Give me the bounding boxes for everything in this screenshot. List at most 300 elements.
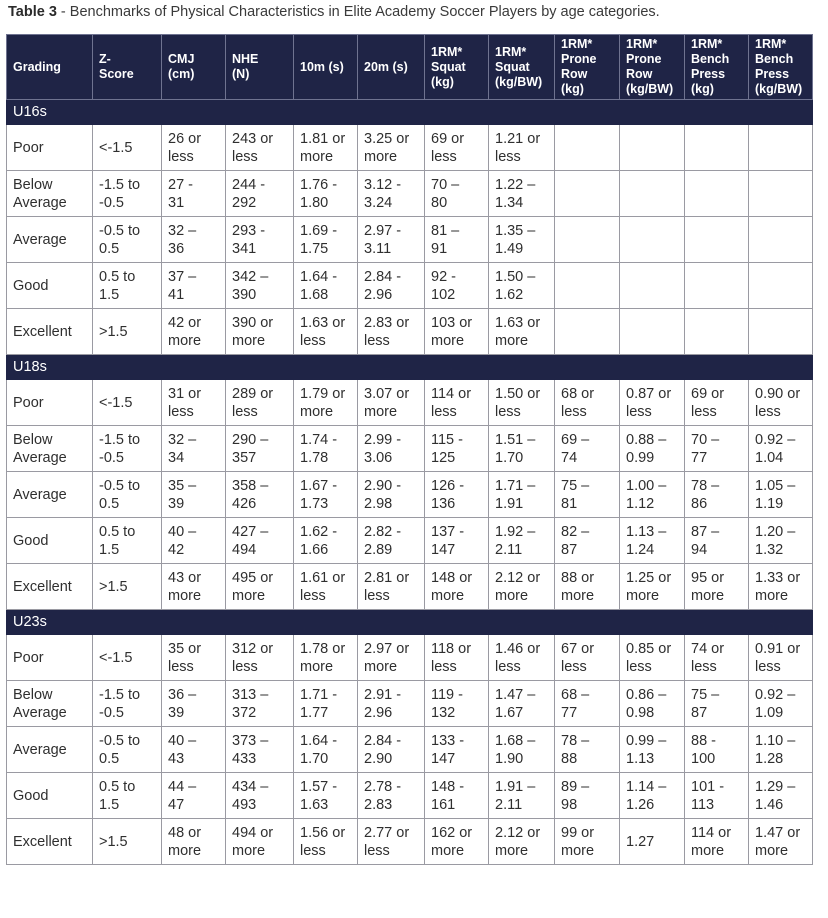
- column-header: [226, 35, 294, 100]
- grading-cell: [7, 635, 93, 681]
- column-header-line: Prone: [626, 52, 662, 66]
- cell-line: 1.46: [755, 796, 784, 813]
- grading-cell: [7, 564, 93, 610]
- cell-line: more: [364, 658, 398, 675]
- cell-line: more: [232, 332, 266, 349]
- cell-line: 132: [431, 704, 456, 721]
- cell-line: 426: [232, 495, 257, 512]
- table-row: [7, 518, 813, 564]
- table-cell: [685, 380, 749, 426]
- cell-line: 494: [232, 541, 257, 558]
- column-header: [749, 35, 813, 100]
- cell-line: Average: [13, 486, 67, 503]
- grading-cell: [7, 171, 93, 217]
- table-cell: [555, 518, 620, 564]
- cell-line: 40 –: [168, 523, 197, 540]
- cell-line: 137 -: [431, 523, 465, 540]
- cell-line: 100: [691, 750, 716, 767]
- cell-line: -1.5 to: [99, 431, 141, 448]
- cell-line: less: [364, 587, 390, 604]
- cell-line: 2.96: [364, 286, 393, 303]
- column-header-line: (kg/BW): [755, 82, 803, 96]
- cell-line: 1.09: [755, 704, 784, 721]
- cell-line: less: [755, 403, 781, 420]
- cell-line: less: [431, 658, 457, 675]
- cell-line: 77: [691, 449, 708, 466]
- table-cell: [620, 819, 685, 865]
- cell-line: 1.51 –: [495, 431, 536, 448]
- table-cell: [489, 819, 555, 865]
- age-group-row: [7, 610, 813, 635]
- column-header-line: 1RM*: [691, 37, 723, 51]
- table-cell: [620, 727, 685, 773]
- table-cell: [162, 309, 226, 355]
- cell-line: less: [495, 403, 521, 420]
- cell-line: more: [495, 332, 529, 349]
- cell-line: 98: [561, 796, 578, 813]
- cell-line: 244 -: [232, 176, 266, 193]
- age-group-label: U16s: [7, 100, 813, 125]
- cell-line: 42 or: [168, 314, 202, 331]
- cell-line: 148 -: [431, 778, 465, 795]
- table-cell: [226, 681, 294, 727]
- table-cell: [425, 635, 489, 681]
- cell-line: 2.89: [364, 541, 393, 558]
- cell-line: 40 –: [168, 732, 197, 749]
- cell-line: 1.00 –: [626, 477, 667, 494]
- column-header-line: Grading: [13, 59, 61, 74]
- table-cell: [294, 263, 358, 309]
- cell-line: 1.74 -: [300, 431, 338, 448]
- table-cell: [226, 472, 294, 518]
- table-cell: [226, 518, 294, 564]
- cell-line: less: [626, 403, 652, 420]
- table-cell: [93, 518, 162, 564]
- table-cell: [620, 681, 685, 727]
- cell-line: 1.67: [495, 704, 524, 721]
- cell-line: 1.62: [495, 286, 524, 303]
- cell-line: Good: [13, 277, 49, 294]
- table-cell: [425, 773, 489, 819]
- cell-line: Average: [13, 704, 67, 721]
- cell-line: 88 -: [691, 732, 716, 749]
- cell-line: more: [755, 587, 789, 604]
- cell-line: 1.50 or: [495, 385, 541, 402]
- cell-line: 433: [232, 750, 257, 767]
- cell-line: 1.71 –: [495, 477, 536, 494]
- table-row: [7, 773, 813, 819]
- cell-line: 39: [168, 495, 185, 512]
- cell-line: 95 or: [691, 569, 725, 586]
- table-cell: [555, 217, 620, 263]
- table-cell: [294, 681, 358, 727]
- cell-line: 1.22 –: [495, 176, 536, 193]
- table-row: [7, 125, 813, 171]
- cell-line: 434 –: [232, 778, 269, 795]
- cell-line: more: [691, 842, 725, 859]
- table-cell: [425, 125, 489, 171]
- cell-line: 2.98: [364, 495, 393, 512]
- table-cell: [425, 727, 489, 773]
- cell-line: 1.73: [300, 495, 329, 512]
- cell-line: 75 –: [561, 477, 590, 494]
- cell-line: 77: [561, 704, 578, 721]
- table-cell: [226, 380, 294, 426]
- table-cell: [226, 819, 294, 865]
- cell-line: 1.21 or: [495, 130, 541, 147]
- header-row: [7, 35, 813, 100]
- column-header: [685, 35, 749, 100]
- table-row: [7, 171, 813, 217]
- cell-line: 0.5: [99, 750, 120, 767]
- cell-line: 1.70: [300, 750, 329, 767]
- cell-line: 1.80: [300, 194, 329, 211]
- cell-line: >1.5: [99, 323, 128, 340]
- table-cell: [162, 263, 226, 309]
- cell-line: more: [232, 587, 266, 604]
- cell-line: 125: [431, 449, 456, 466]
- cell-line: 2.83 or: [364, 314, 410, 331]
- cell-line: -0.5: [99, 704, 124, 721]
- cell-line: less: [300, 332, 326, 349]
- cell-line: 313 –: [232, 686, 269, 703]
- table-cell: [226, 309, 294, 355]
- column-header-line: Prone: [561, 52, 597, 66]
- table-cell: [358, 819, 425, 865]
- cell-line: 1.64 -: [300, 732, 338, 749]
- table-cell: [162, 426, 226, 472]
- cell-line: less: [495, 658, 521, 675]
- column-header-line: NHE: [232, 52, 259, 66]
- table-cell: [555, 681, 620, 727]
- cell-line: 0.99 –: [626, 732, 667, 749]
- cell-line: 147: [431, 750, 456, 767]
- table-cell: [358, 426, 425, 472]
- table-cell: [489, 171, 555, 217]
- column-header-line: (cm): [168, 67, 195, 81]
- table-cell: [489, 727, 555, 773]
- cell-line: 69 or: [431, 130, 465, 147]
- cell-line: 1.19: [755, 495, 784, 512]
- table-cell: [685, 773, 749, 819]
- column-header: [489, 35, 555, 100]
- cell-line: 2.84 -: [364, 268, 402, 285]
- table-cell: [685, 564, 749, 610]
- cell-line: 86: [691, 495, 708, 512]
- table-cell: [93, 635, 162, 681]
- cell-line: 1.5: [99, 541, 120, 558]
- grading-cell: [7, 819, 93, 865]
- column-header: [162, 35, 226, 100]
- table-cell: [425, 472, 489, 518]
- cell-line: 89 –: [561, 778, 590, 795]
- age-group-row: [7, 100, 813, 125]
- table-row: [7, 727, 813, 773]
- table-row: [7, 635, 813, 681]
- cell-line: 2.90 -: [364, 477, 402, 494]
- table-cell: [749, 309, 813, 355]
- table-cell: [620, 635, 685, 681]
- cell-line: 162 or: [431, 824, 473, 841]
- table-cell: [294, 773, 358, 819]
- table-cell: [358, 380, 425, 426]
- cell-line: 88: [561, 750, 578, 767]
- cell-line: 118 or: [431, 640, 472, 657]
- column-header-line: Squat: [495, 59, 530, 74]
- cell-line: 292: [232, 194, 257, 211]
- table-cell: [93, 309, 162, 355]
- cell-line: less: [691, 403, 717, 420]
- cell-line: 87 –: [691, 523, 720, 540]
- cell-line: 80: [431, 194, 448, 211]
- column-header-line: Squat: [431, 59, 466, 74]
- table-row: [7, 217, 813, 263]
- table-cell: [685, 681, 749, 727]
- column-header-line: Bench: [755, 52, 794, 66]
- cell-line: 1.13: [626, 750, 655, 767]
- cell-line: 1.77: [300, 704, 329, 721]
- table-cell: [749, 426, 813, 472]
- cell-line: 43 or: [168, 569, 202, 586]
- cell-line: Poor: [13, 649, 44, 666]
- table-cell: [93, 773, 162, 819]
- table-cell: [620, 125, 685, 171]
- cell-line: 427 –: [232, 523, 269, 540]
- cell-line: 358 –: [232, 477, 269, 494]
- table-cell: [93, 263, 162, 309]
- table-cell: [749, 564, 813, 610]
- table-cell: [294, 564, 358, 610]
- cell-line: 44 –: [168, 778, 197, 795]
- table-cell: [749, 773, 813, 819]
- table-cell: [294, 125, 358, 171]
- cell-line: 37 –: [168, 268, 197, 285]
- cell-line: 3.07 or: [364, 385, 410, 402]
- cell-line: 67 or: [561, 640, 595, 657]
- cell-line: less: [431, 148, 457, 165]
- table-row: [7, 681, 813, 727]
- grading-cell: [7, 380, 93, 426]
- table-row: [7, 819, 813, 865]
- cell-line: 161: [431, 796, 456, 813]
- cell-line: 42: [168, 541, 185, 558]
- cell-line: 2.97 or: [364, 640, 410, 657]
- cell-line: 1.04: [755, 449, 784, 466]
- cell-line: 1.71 -: [300, 686, 338, 703]
- table-cell: [294, 309, 358, 355]
- cell-line: 0.90 or: [755, 385, 801, 402]
- cell-line: 74: [561, 449, 578, 466]
- table-cell: [358, 309, 425, 355]
- cell-line: 2.84 -: [364, 732, 402, 749]
- table-row: [7, 263, 813, 309]
- cell-line: 0.85 or: [626, 640, 672, 657]
- table-cell: [93, 564, 162, 610]
- table-cell: [425, 681, 489, 727]
- cell-line: 31 or: [168, 385, 202, 402]
- table-cell: [620, 518, 685, 564]
- cell-line: 47: [168, 796, 185, 813]
- cell-line: 1.75: [300, 240, 329, 257]
- cell-line: Excellent: [13, 833, 72, 850]
- table-cell: [226, 217, 294, 263]
- table-cell: [749, 518, 813, 564]
- grading-cell: [7, 727, 93, 773]
- table-cell: [93, 819, 162, 865]
- age-group-label: U18s: [7, 355, 813, 380]
- cell-line: 87: [691, 704, 708, 721]
- column-header-line: Score: [99, 67, 134, 81]
- table-cell: [749, 171, 813, 217]
- cell-line: 2.11: [495, 541, 523, 558]
- table-cell: [749, 125, 813, 171]
- table-cell: [162, 171, 226, 217]
- column-header-line: (kg/BW): [495, 74, 543, 89]
- cell-line: less: [232, 403, 258, 420]
- cell-line: Average: [13, 449, 67, 466]
- cell-line: 1.47 or: [755, 824, 801, 841]
- cell-line: 70 –: [431, 176, 460, 193]
- cell-line: more: [300, 403, 334, 420]
- table-cell: [294, 819, 358, 865]
- cell-line: 114 or: [431, 385, 472, 402]
- cell-line: 32 –: [168, 431, 197, 448]
- table-cell: [555, 727, 620, 773]
- column-header-line: 1RM*: [561, 37, 593, 51]
- table-cell: [749, 380, 813, 426]
- cell-line: 69 –: [561, 431, 590, 448]
- cell-line: 69 or: [691, 385, 725, 402]
- cell-line: 115 -: [431, 431, 463, 448]
- cell-line: 0.5 to: [99, 778, 136, 795]
- cell-line: Excellent: [13, 323, 72, 340]
- cell-line: 2.12 or: [495, 569, 541, 586]
- table-cell: [162, 681, 226, 727]
- cell-line: 126 -: [431, 477, 465, 494]
- table-cell: [555, 773, 620, 819]
- table-cell: [425, 564, 489, 610]
- table-cell: [425, 426, 489, 472]
- cell-line: less: [626, 658, 652, 675]
- cell-line: 27 -: [168, 176, 193, 193]
- grading-cell: [7, 518, 93, 564]
- cell-line: 0.87 or: [626, 385, 672, 402]
- table-cell: [294, 727, 358, 773]
- column-header: [294, 35, 358, 100]
- cell-line: Average: [13, 741, 67, 758]
- table-cell: [162, 635, 226, 681]
- table-cell: [93, 681, 162, 727]
- grading-cell: [7, 309, 93, 355]
- table-row: [7, 564, 813, 610]
- cell-line: 3.12 -: [364, 176, 402, 193]
- cell-line: -1.5 to: [99, 176, 141, 193]
- column-header-line: Press: [691, 67, 726, 81]
- column-header-line: 1RM*: [626, 37, 658, 51]
- cell-line: 2.82 -: [364, 523, 402, 540]
- table-cell: [93, 426, 162, 472]
- cell-line: 1.61 or: [300, 569, 346, 586]
- cell-line: 114 or: [691, 824, 732, 841]
- cell-line: 2.91 -: [364, 686, 402, 703]
- cell-line: 290 –: [232, 431, 269, 448]
- cell-line: less: [691, 658, 717, 675]
- table-cell: [162, 472, 226, 518]
- column-header: [425, 35, 489, 100]
- column-header: [555, 35, 620, 100]
- cell-line: 0.88 –: [626, 431, 667, 448]
- table-cell: [358, 263, 425, 309]
- table-cell: [555, 380, 620, 426]
- grading-cell: [7, 426, 93, 472]
- cell-line: less: [561, 403, 587, 420]
- cell-line: 39: [168, 704, 185, 721]
- cell-line: 0.92 –: [755, 686, 796, 703]
- cell-line: 494 or: [232, 824, 274, 841]
- table-cell: [489, 681, 555, 727]
- cell-line: -1.5 to: [99, 686, 141, 703]
- table-cell: [685, 263, 749, 309]
- cell-line: 1.47 –: [495, 686, 536, 703]
- table-cell: [226, 426, 294, 472]
- cell-line: 35 –: [168, 477, 197, 494]
- table-cell: [358, 681, 425, 727]
- table-cell: [226, 727, 294, 773]
- table-cell: [358, 472, 425, 518]
- cell-line: 43: [168, 750, 185, 767]
- cell-line: 94: [691, 541, 708, 558]
- cell-line: 68 –: [561, 686, 590, 703]
- cell-line: 0.5 to: [99, 523, 136, 540]
- cell-line: 0.5: [99, 240, 120, 257]
- table-cell: [685, 518, 749, 564]
- table-cell: [226, 564, 294, 610]
- cell-line: more: [431, 587, 465, 604]
- cell-line: less: [168, 658, 194, 675]
- cell-line: 357: [232, 449, 257, 466]
- table-cell: [685, 727, 749, 773]
- cell-line: 2.96: [364, 704, 393, 721]
- cell-line: Poor: [13, 139, 44, 156]
- cell-line: 289 or: [232, 385, 274, 402]
- table-row: [7, 309, 813, 355]
- table-cell: [489, 518, 555, 564]
- cell-line: 26 or: [168, 130, 202, 147]
- cell-line: 3.24: [364, 194, 393, 211]
- table-cell: [93, 125, 162, 171]
- cell-line: more: [364, 148, 398, 165]
- table-cell: [226, 635, 294, 681]
- column-header-line: Z-: [99, 52, 111, 66]
- cell-line: more: [168, 842, 202, 859]
- cell-line: less: [168, 148, 194, 165]
- cell-line: 390 or: [232, 314, 274, 331]
- column-header-line: 1RM*: [755, 37, 787, 51]
- table-row: [7, 426, 813, 472]
- cell-line: 2.83: [364, 796, 393, 813]
- cell-line: 312 or: [232, 640, 274, 657]
- table-cell: [93, 472, 162, 518]
- table-cell: [425, 819, 489, 865]
- grading-cell: [7, 217, 93, 263]
- cell-line: 0.98: [626, 704, 655, 721]
- cell-line: 341: [232, 240, 257, 257]
- table-cell: [358, 171, 425, 217]
- table-body: [7, 100, 813, 865]
- table-cell: [358, 518, 425, 564]
- cell-line: Good: [13, 532, 49, 549]
- cell-line: 41: [168, 286, 185, 303]
